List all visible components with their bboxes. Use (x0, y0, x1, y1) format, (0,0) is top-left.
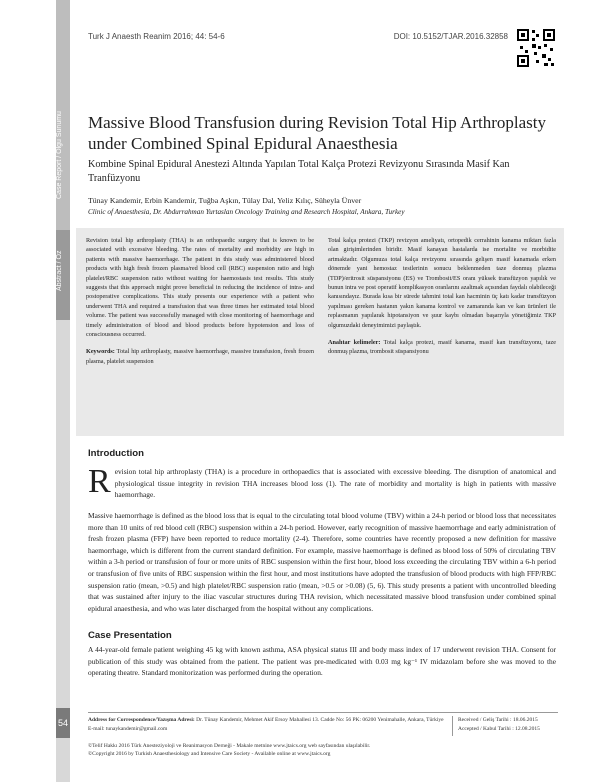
author-list: Tünay Kandemir, Erbin Kandemir, Tuğba Aşkın, Tülay Dal, Yeliz Kılıç, Süheyla Ünver (88, 196, 362, 205)
article-type-label: Case Report / Olgu Sunumu (56, 111, 63, 199)
drop-cap: R (88, 463, 111, 500)
correspondence-text: Dr. Tünay Kandemir, Mehmet Akif Ersoy Mahallesi 13. Cadde No: 56 PK: 06200 Yenimahalle, Ankara, Türkiye E-mail: tunaykandemir@gmail.com (88, 717, 444, 732)
doi-link[interactable]: DOI: 10.5152/TJAR.2016.32858 (393, 32, 508, 41)
dates-block (458, 716, 558, 734)
abstract-label: Abstract / Öz (56, 250, 63, 292)
dates-divider (452, 716, 453, 736)
correspondence-block (88, 716, 448, 734)
introduction-heading: Introduction (88, 448, 144, 459)
page-number: 54 (56, 708, 70, 738)
abstract-box (76, 228, 564, 436)
intro-paragraph-1 (88, 463, 556, 501)
abstract-english (86, 236, 314, 366)
anahtar-text: Total kalça protezi, masif kanama, masif kan transfüzyonu, taze donmuş plazma, trombosit süspansiyonu (328, 339, 556, 356)
case-paragraph-1: A 44-year-old female patient weighing 45 kg with known asthma, ASA physical status III and body mass index of 17 underwent revision THA. Consent for publication of this study was obtained from the patient. The patient was pre-medicated with 0.03 mg kg⁻¹ IV midazolam before she was moved to the operating theatre. Standard monitorization was performed during the operation. (88, 645, 556, 678)
article-subtitle-turkish: Kombine Spinal Epidural Anestezi Altında Yapılan Total Kalça Protezi Revizyonu Sırasında Masif Kan Tranfüzyonu (88, 159, 510, 184)
anahtar-kelimeler (328, 338, 556, 357)
abstract-english-text: Revision total hip arthroplasty (THA) is an orthopaedic surgery that is known to be associated with excessive bleeding. The rates of mortality and morbidity are high in patients with massive haemorrhage. The patient in this study was administered blood products with high fresh frozen plasma/red blood cell (RBC) suspension ratio and high platelet/RBC suspension ratio without waiting for haemostasis test results. This study suggests that this approach might prove beneficial in reducing the incidence of intra- and postoperative complications. This study presents our experience with a patient who underwent THA and required a transfusion that was three times her estimated total blood volume. The patient was successfully managed with close monitoring of haemorrhage and timely administration of blood and blood products before hypotension and loss of consciousness occurred. (86, 237, 314, 339)
accepted-date: Accepted / Kabul Tarihi : 12.08.2015 (458, 726, 540, 732)
keywords (86, 347, 314, 366)
journal-citation: Turk J Anaesth Reanim 2016; 44: 54-6 (88, 32, 225, 41)
intro-paragraph-1-text: evision total hip arthroplasty (THA) is a procedure in orthopaedics that is associated with excessive bleeding. The disruption of anatomical and physiological tissue integrity in revision THA increases blood loss (1). The rate of morbidity and mortality is high in patients with massive haemorrhage. (114, 467, 556, 500)
correspondence-label: Address for Correspondence/Yazışma Adresi: (88, 717, 195, 723)
copyright-english: ©Copyright 2016 by Turkish Anaesthesiology and Intensive Care Society - Available online at www.jtaics.org (88, 751, 331, 757)
anahtar-label: Anahtar kelimeler: (328, 339, 381, 347)
sidebar (0, 0, 72, 782)
copyright-block (88, 742, 448, 758)
abstract-turkish (328, 236, 556, 357)
affiliation: Clinic of Anaesthesia, Dr. Abdurrahman Yurtaslan Oncology Training and Research Hospital, Ankara, Turkey (88, 208, 405, 216)
article-title: Massive Blood Transfusion during Revision Total Hip Arthroplasty under Combined Spinal Epidural Anaesthesia (88, 113, 546, 153)
copyright-turkish: ©Telif Hakkı 2016 Türk Anesteziyoloji ve Reanimasyon Derneği - Makale metnine www.jtaics.org web sayfasından ulaşılabilir. (88, 743, 371, 749)
footer-divider (88, 712, 558, 713)
received-date: Received / Geliş Tarihi : 18.06.2015 (458, 717, 538, 723)
keywords-text: Total hip arthroplasty, massive haemorrhage, massive transfusion, fresh frozen plasma, platelet suspension (86, 348, 315, 365)
keywords-label: Keywords: (86, 348, 115, 356)
intro-paragraph-2: Massive haemorrhage is defined as the blood loss that is equal to the circulating total blood volume (TBV) within a 24-h period or blood loss that necessitates more than 10 units of red blood cell (RBC) suspension within a 24-h period. However, early recognition of massive haemorrhage and early administration of fresh frozen plasma (FFP) have been reported to reduce mortality (2-4). Therefore, some countries have recently proposed a new definition for massive haemorrhage, which is different from the current standard definition. For example, massive haemorrhage is defined as blood loss of 50% of circulating TBV within a 3-h period or transfusion of four or more units of RBC suspension within the first hour, blood loss exceeding the circulating TBV within a 6-h period or transfusion of five units of RBC suspension within the first hour, and most institutions have adopted the transfusion of blood products with high FFP/RBC suspension ratio (mean, >0.5) and high platelet/RBC suspension ratio (mean, >0.5 or >0.08) (5, 6). This study presents a patient with uncontrolled bleeding that was sustained after injury to the iliac vascular structures during THA revision, which necessitated massive blood transfusion under combined spinal epidural anaesthesia, and who was later discharged from the hospital without any complications. (88, 511, 556, 613)
qr-code-icon (516, 28, 556, 68)
abstract-turkish-text: Total kalça protezi (TKP) revizyon ameliyatı, ortopedik cerrahinin kanama miktarı fazla olan girişimlerinden biridir. Masif kanayan hastalarda ise mortalite ve morbidite artmaktadır. Olgumuza total kalça revizyonu sırasında gelişen masif kanamada erken dönemde yani hemostaz testlerinin sonucu beklenmeden taze donmuş plazma (TDP)/eritrosit süspansiyonu (ES) ve Trombosit/ES oranı yüksek transfüzyon yapılık ve bunun intra ve post operatif komplikasyon oranlarını azaltmak açısından faydalı olabileceği kanısındayız. Burada kısa bir sürede tahmini total kan hacminin üç katı kadar transfüzyon yapılması gereken hastanın yakın kanama kontrol ve zamanında kan ve kan ürünleri ile replasmanın yapılarak hipotansiyon ve şuur kaybı olmadan başarıyla yönetiğimiz TKP olgumuzdaki deneyimimizi paylaştık. (328, 237, 556, 329)
case-presentation-heading: Case Presentation (88, 630, 172, 641)
